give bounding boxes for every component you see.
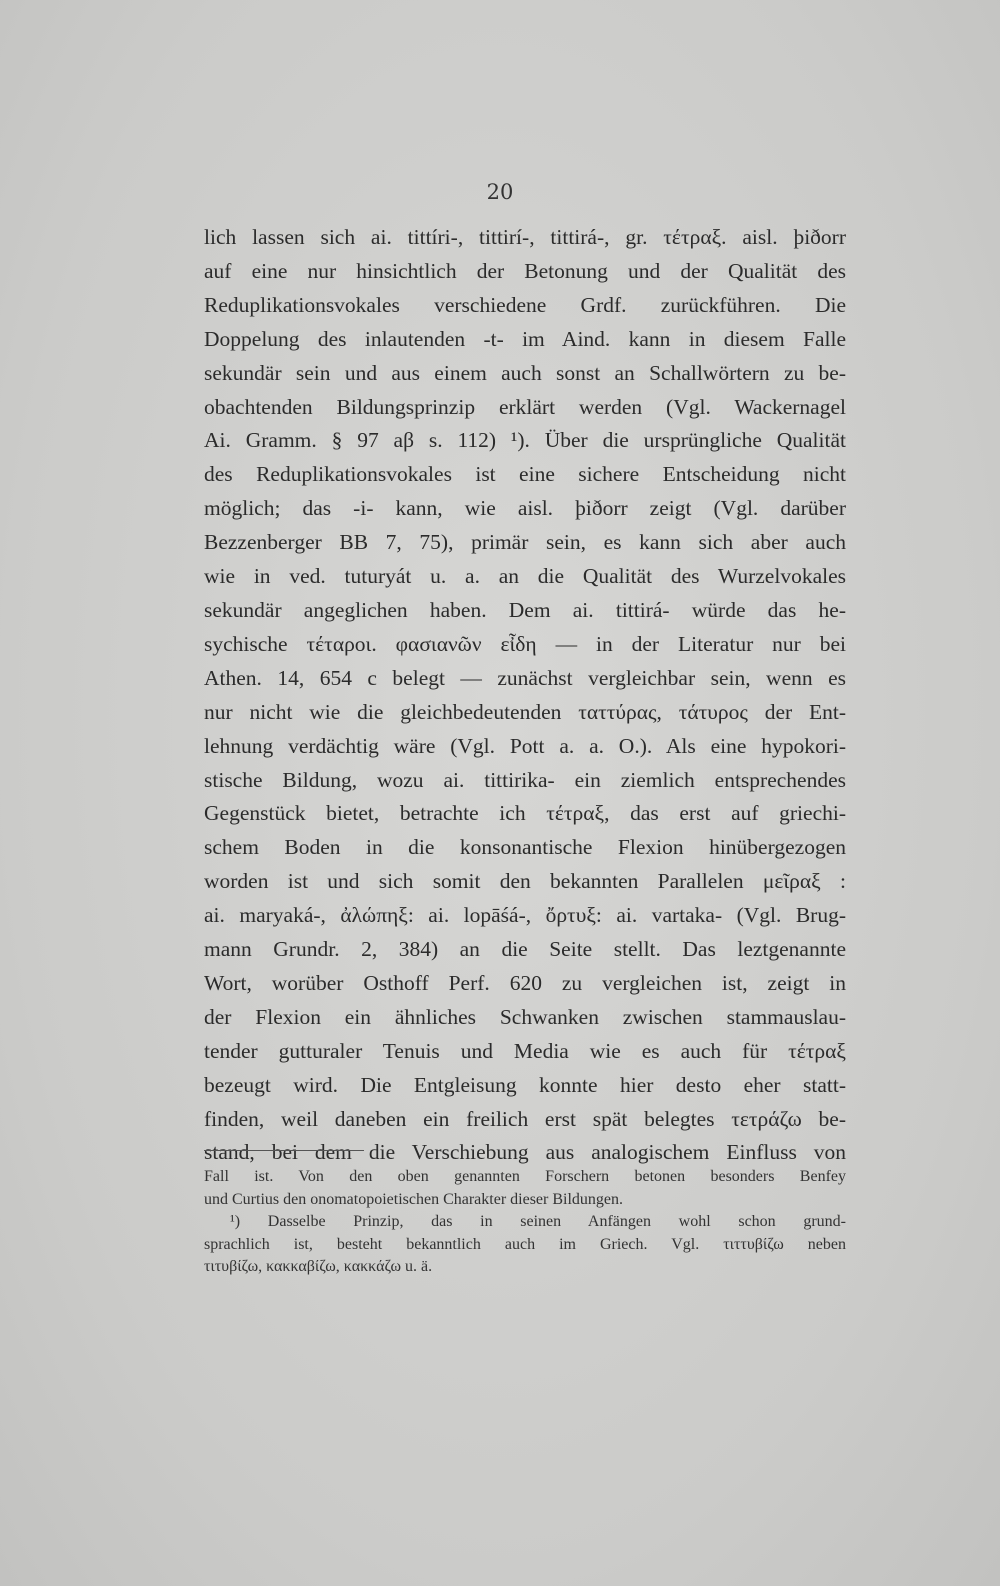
body-line: stand, bei dem die Verschiebung aus analogischem Einfluss von [204, 1140, 846, 1165]
body-line: möglich; das -i- kann, wie aisl. þiðorr zeigt (Vgl. darüber [204, 496, 846, 521]
body-line: Gegenstück bietet, betrachte ich τέτραξ, das erst auf griechi- [204, 801, 846, 826]
body-line: sekundär sein und aus einem auch sonst an Schallwörtern zu be- [204, 360, 846, 385]
footnote-divider [204, 1150, 364, 1151]
footnotes [204, 1166, 846, 1279]
body-line: Doppelung des inlautenden -t- im Aind. kann in diesem Falle [204, 326, 846, 351]
body-line: mann Grundr. 2, 384) an die Seite stellt. Das leztgenannte [204, 937, 846, 962]
body-line: bezeugt wird. Die Entgleisung konnte hier desto eher statt- [204, 1072, 846, 1097]
page-number: 20 [486, 180, 514, 204]
footnote-line: ¹) Dasselbe Prinzip, das in seinen Anfängen wohl schon grund- [230, 1213, 846, 1230]
body-line: Wort, worüber Osthoff Perf. 620 zu vergleichen ist, zeigt in [204, 970, 846, 995]
body-line: schem Boden in die konsonantische Flexion hinübergezogen [204, 835, 846, 860]
body-line: wie in ved. tuturyát u. a. an die Qualität des Wurzelvokales [204, 564, 846, 589]
body-line: worden ist und sich somit den bekannten Parallelen μεῖραξ : [204, 869, 846, 894]
body-line: lich lassen sich ai. tittíri-, tittirí-, tittirá-, gr. τέτραξ. aisl. þiðorr [204, 225, 846, 249]
body-line: auf eine nur hinsichtlich der Betonung und der Qualität des [204, 258, 846, 283]
footnote-line: sprachlich ist, besteht bekanntlich auch im Griech. Vgl. τιττυβίζω neben [204, 1235, 846, 1253]
body-line: ai. maryaká-, ἀλώπηξ: ai. lopāśá-, ὄρτυξ: ai. vartaka- (Vgl. Brug- [204, 903, 846, 928]
footnote-line: τιτυβίζω, κακκαβίζω, κακκάζω u. ä. [204, 1258, 433, 1275]
body-line: finden, weil daneben ein freilich erst spät belegtes τετράζω be- [204, 1106, 846, 1131]
body-line: Bezzenberger BB 7, 75), primär sein, es kann sich aber auch [204, 530, 846, 555]
body-text [204, 221, 846, 1170]
body-line: obachtenden Bildungsprinzip erklärt werden (Vgl. Wackernagel [204, 394, 846, 419]
body-line: sekundär angeglichen haben. Dem ai. tittirá- würde das he- [204, 597, 846, 622]
footnote-line: Fall ist. Von den oben genannten Forschern betonen besonders Benfey [204, 1168, 846, 1185]
body-line: Athen. 14, 654 c belegt — zunächst vergleichbar sein, wenn es [204, 665, 846, 690]
body-line: der Flexion ein ähnliches Schwanken zwischen stammauslau- [204, 1004, 846, 1029]
body-line: lehnung verdächtig wäre (Vgl. Pott a. a. O.). Als eine hypokori- [204, 733, 846, 758]
body-line: Ai. Gramm. § 97 aβ s. 112) ¹). Über die ursprüngliche Qualität [204, 428, 846, 453]
footnote-line: und Curtius den onomatopoietischen Charakter dieser Bildungen. [204, 1190, 624, 1208]
body-line: des Reduplikationsvokales ist eine sichere Entscheidung nicht [204, 462, 846, 487]
body-line: tender gutturaler Tenuis und Media wie es auch für τέτραξ [204, 1038, 846, 1063]
body-line: sychische τέταροι. φασιανῶν εἶδη — in der Literatur nur bei [204, 631, 846, 656]
body-line: stische Bildung, wozu ai. tittirika- ein ziemlich entsprechendes [204, 767, 846, 792]
body-line: Reduplikationsvokales verschiedene Grdf. zurückführen. Die [204, 292, 846, 317]
body-line: nur nicht wie die gleichbedeutenden ταττύρας, τάτυρος der Ent- [204, 699, 846, 724]
